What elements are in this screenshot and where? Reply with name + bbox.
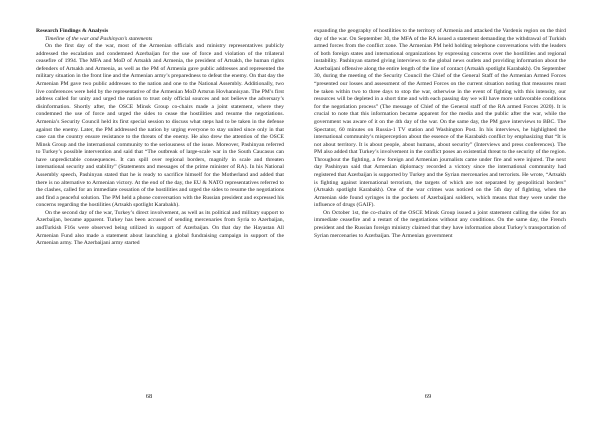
section-heading: Research Findings & Analysis: [36, 28, 109, 34]
section-subheading: Timeline of the war and Pashinyan’s statements: [45, 35, 153, 42]
page-number: 69: [424, 393, 432, 400]
paragraph: On October 1st, the co-chairs of the OSCE Minsk Group issued a joint statement calling the sides for an immediate ceasefire and a restart of the negotiations without any conditions. On the same day, the French president and the Russian foreign ministry claimed that they have information about Turkey’s transportation of Syrian mercenaries to Azerbaijan. The Armenian government: [314, 209, 566, 239]
paragraph: expanding the geography of hostilities to the territory of Armenia and attacked the Vardenis region on the third day of the war. On September 30, the MFA of the RA issued a statement demanding the withdrawal of Turkish armed forces from the conflict zone. The Armenian PM held holding telephone conversations with the leaders of both foreign states and international organizations by expressing concerns over the hostilities and regional instability. Pashinyan started giving interviews to the global news outlets and providing information about the Azerbaijani offensive along the entire length of the line of contact (Artsakh spotlight Karabakh). On September 30, during the meeting of the Security Council the Chief of the General Staff of the Armenian Armed Forces “presented our losses and assessment of the Armed Forces on the current situation noting that measures must be taken within two to three days to stop the war, otherwise in the event of fighting with this intensity, our resources will be depleted in a short time and with each passing day we will have more unfavorable conditions for the negotiation process” (The message of Chief of the General staff of the RA armed Forces 2020). It is crucial to note that this information became apparent for the media and the public after the war, while the government was aware of it on the 4th day of the war. On the same day, the PM gave interviews to BBC. The Spectator, 60 minutes on Russia-1 TV station and Washington Post. In his interviews, he highlighted the international community’s misperception about the essence of the Karabakh conflict by emphasizing that “It is not about territory. It is about people, about humans, about security” (Interviews and press conferences). The PM also added that Turkey’s involvement in the conflict poses an existential threat to the security of the region. Throughout the fighting, a few foreign and Armenian journalists came under fire and were injured. The next day Pashinyan said that Armenian diplomacy recorded a victory since the international community had registered that Azerbaijan is supported by Turkey and the Syrian mercenaries and terrorists. He wrote, “Artsakh is fighting against international terrorism, the targets of which are not separated by geopolitical borders” (Artsakh spotlight Karabakh). One of the war crimes was noticed on the 5th day of fighting, when the Armenian side found syringes in the pockets of Azerbaijani soldiers, which means that they were under the influence of drugs (GAIF).: [314, 28, 566, 209]
left-page-text: [36, 28, 284, 248]
page-number: 68: [145, 393, 153, 400]
paragraph: On the second day of the war, Turkey’s direct involvement, as well as its political and military support to Azerbaijan, became apparent. Turkey has been accused of sending mercenaries from Syria to Azerbaijan, andTurkish F16s were observed being utilized in support of Azerbaijan. On that day the Hayastan All Armenian Fund also made a statement about launching a global fundraising campaign in support of the Armenian army. The Azerbaijani army started: [36, 209, 284, 247]
paragraph: On the first day of the war, most of the Armenian officials and ministry representatives publicly addressed the escalation and condemned Azerbaijan for the use of force and violation of the trilateral ceasefire of 1994. The MFA and MoD of Artsakh and Armenia, the president of Artsakh, the human rights defenders of Artsakh and Armenia, as well as the PM of Armenia gave public addresses and represented the military situation in the front line and the Armenian army’s preparedness to defeat the enemy. On that day the Armenian PM gave two public addresses to the nation and one to the National Assembly. Additionally, two live conferences were held by the representative of the Armenian MoD Artsrun Hovhannisyan. The PM’s first address called for unity and urged the nation to trust only official sources and not believe the adversary’s disinformation. Shortly after, the OSCE Minsk Group co-chairs made a joint statement, where they condemned the use of force and urged the sides to cease the hostilities and resume the negotiations. Armenia’s Security Council held its first special session to discuss what steps had to be taken in the defense against the enemy. Later, the PM addressed the nation by urging everyone to stay united since only in that case can the country ensure resistance to the threats of the enemy. He also drew the attention of the OSCE Minsk Group and the international community to the seriousness of the issue. Moreover, Pashinyan referred to Turkey’s possible intervention and said that “The outbreak of large-scale war in the South Caucasus can have unpredictable consequences. It can spill over regional borders, magnify in scale and threaten international security and stability” (Statements and messages of the prime minister of RA). In his National Assembly speech, Pashinyan stated that he is ready to sacrifice himself for the Motherland and added that there is no alternative to Armenian victory. At the end of the day, the EU & NATO representatives referred to the clashes, called for an immediate cessation of the hostilities and urged the sides to resume the negotiations and find a peaceful solution. The PM held a phone conversation with the Russian president and expressed his concerns regarding the hostilities (Artsakh spotlight Karabakh).: [36, 43, 284, 209]
right-page-text: [314, 28, 566, 240]
right-page: [300, 0, 600, 423]
